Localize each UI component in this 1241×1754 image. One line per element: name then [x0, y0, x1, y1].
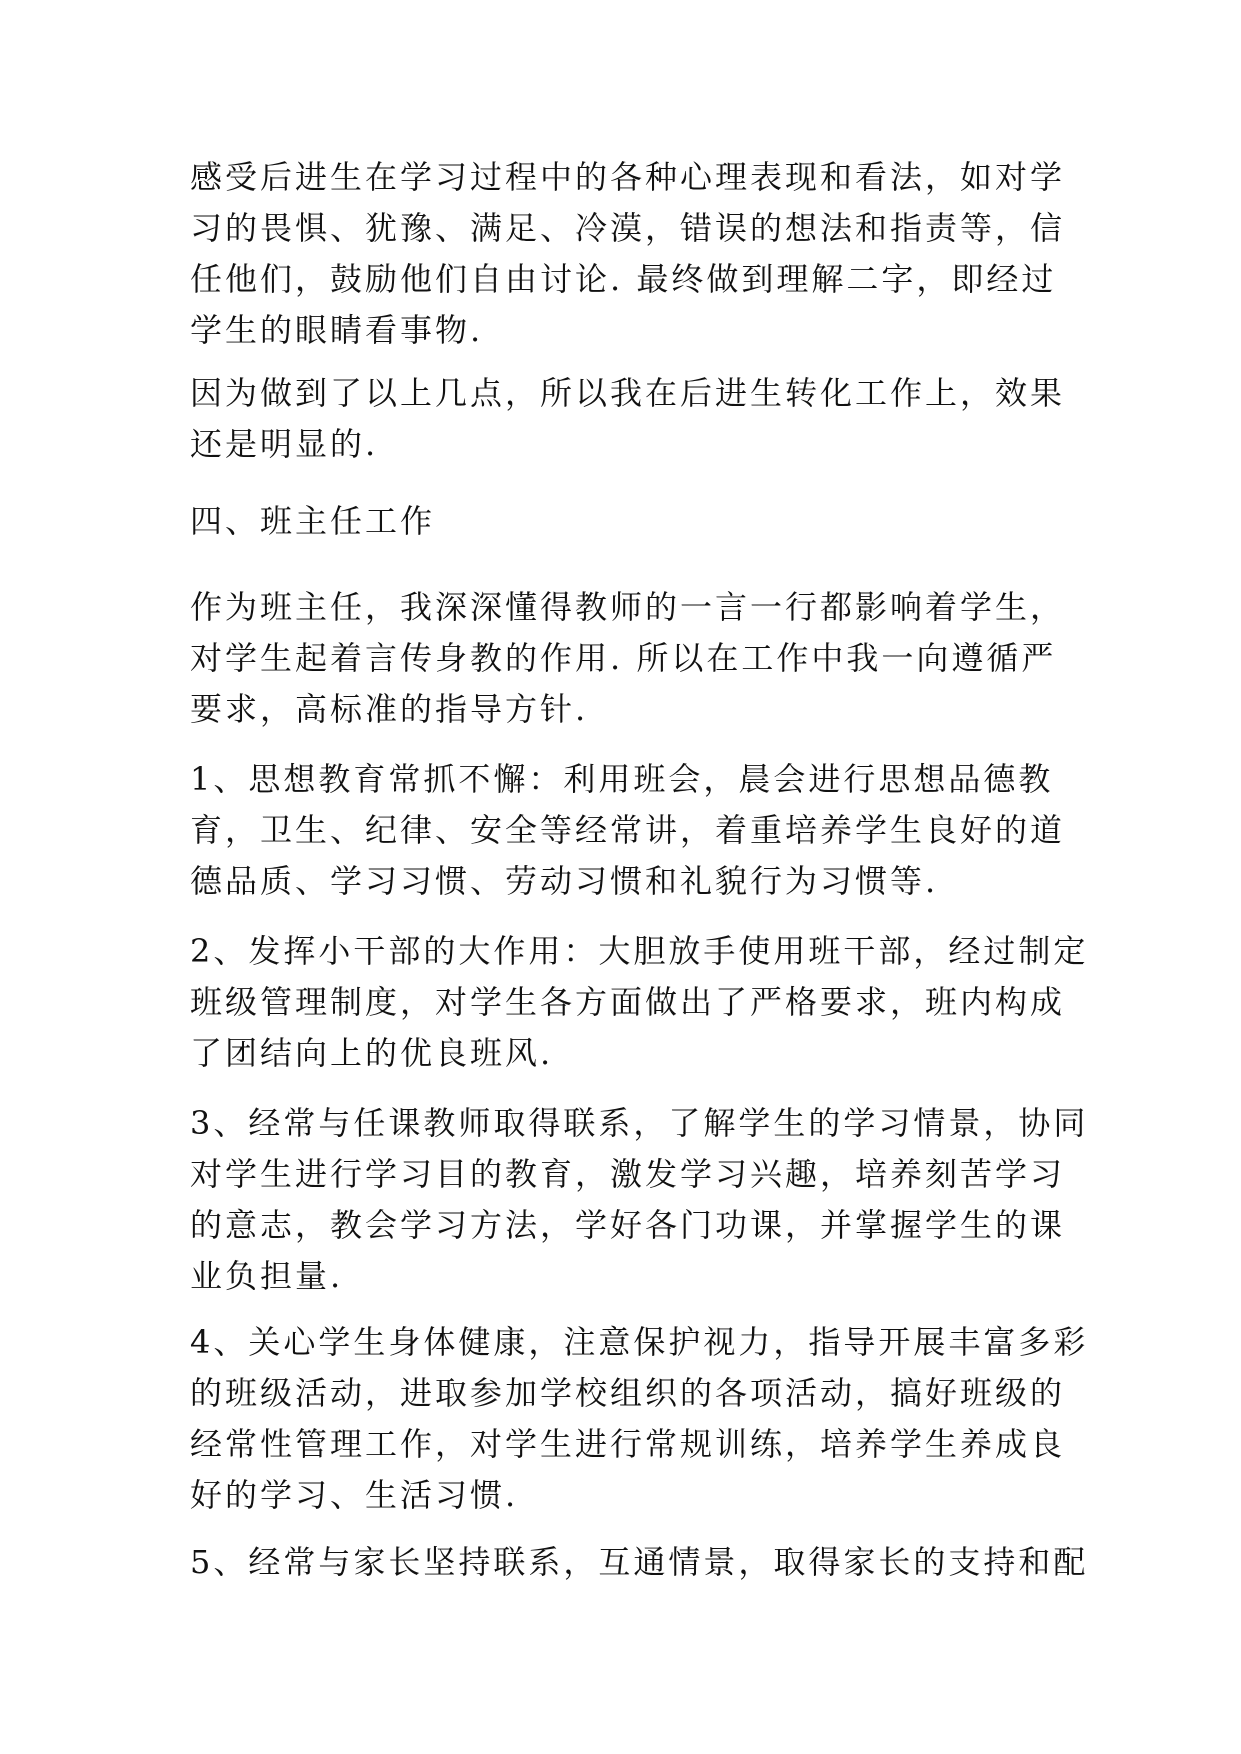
text-line: 业负担量. — [190, 1257, 344, 1295]
paragraph-conversion-result — [190, 368, 1065, 470]
list-item-5-parent-contact — [190, 1537, 1088, 1588]
text-line: 好的学习、生活习惯. — [190, 1476, 519, 1514]
text-line: 的班级活动，进取参加学校组织的各项活动，搞好班级的 — [190, 1374, 1066, 1412]
text-line: 经常性管理工作，对学生进行常规训练，培养学生养成良 — [190, 1425, 1066, 1463]
text-line: 要求，高标准的指导方针. — [190, 690, 589, 728]
heading-line: 四、班主任工作 — [190, 502, 436, 540]
text-line: 习的畏惧、犹豫、满足、冷漠，错误的想法和指责等，信 — [190, 209, 1066, 247]
text-line: 对学生起着言传身教的作用. 所以在工作中我一向遵循严 — [190, 639, 1057, 677]
text-line: 2、发挥小干部的大作用：大胆放手使用班干部，经过制定 — [190, 932, 1089, 970]
text-line: 的意志，教会学习方法，学好各门功课，并掌握学生的课 — [190, 1206, 1066, 1244]
section-heading-class-teacher-work — [190, 496, 435, 547]
text-line: 德品质、学习习惯、劳动习惯和礼貌行为习惯等. — [190, 862, 939, 900]
text-line: 班级管理制度，对学生各方面做出了严格要求，班内构成 — [190, 983, 1066, 1021]
text-line: 还是明显的. — [190, 425, 379, 463]
paragraph-class-teacher-intro — [190, 582, 1065, 735]
text-line: 因为做到了以上几点，所以我在后进生转化工作上，效果 — [190, 374, 1066, 412]
text-line: 育，卫生、纪律、安全等经常讲，着重培养学生良好的道 — [190, 811, 1066, 849]
list-item-4-student-health — [190, 1317, 1088, 1521]
text-line: 学生的眼睛看事物. — [190, 311, 484, 349]
text-line: 3、经常与任课教师取得联系，了解学生的学习情景，协同 — [190, 1104, 1089, 1142]
text-line: 1、思想教育常抓不懈：利用班会，晨会进行思想品德教 — [190, 760, 1054, 798]
paragraph-struggling-students-feelings — [190, 152, 1065, 356]
text-line: 作为班主任，我深深懂得教师的一言一行都影响着学生， — [190, 588, 1066, 626]
list-item-1-ideological-education — [190, 754, 1065, 907]
text-line: 了团结向上的优良班风. — [190, 1034, 554, 1072]
text-line: 5、经常与家长坚持联系，互通情景，取得家长的支持和配 — [190, 1543, 1089, 1581]
text-line: 感受后进生在学习过程中的各种心理表现和看法，如对学 — [190, 158, 1066, 196]
text-line: 任他们，鼓励他们自由讨论. 最终做到理解二字，即经过 — [190, 260, 1057, 298]
text-line: 对学生进行学习目的教育，激发学习兴趣，培养刻苦学习 — [190, 1155, 1066, 1193]
list-item-2-class-cadres — [190, 926, 1088, 1079]
list-item-3-subject-teachers — [190, 1098, 1088, 1302]
text-line: 4、关心学生身体健康，注意保护视力，指导开展丰富多彩 — [190, 1323, 1089, 1361]
